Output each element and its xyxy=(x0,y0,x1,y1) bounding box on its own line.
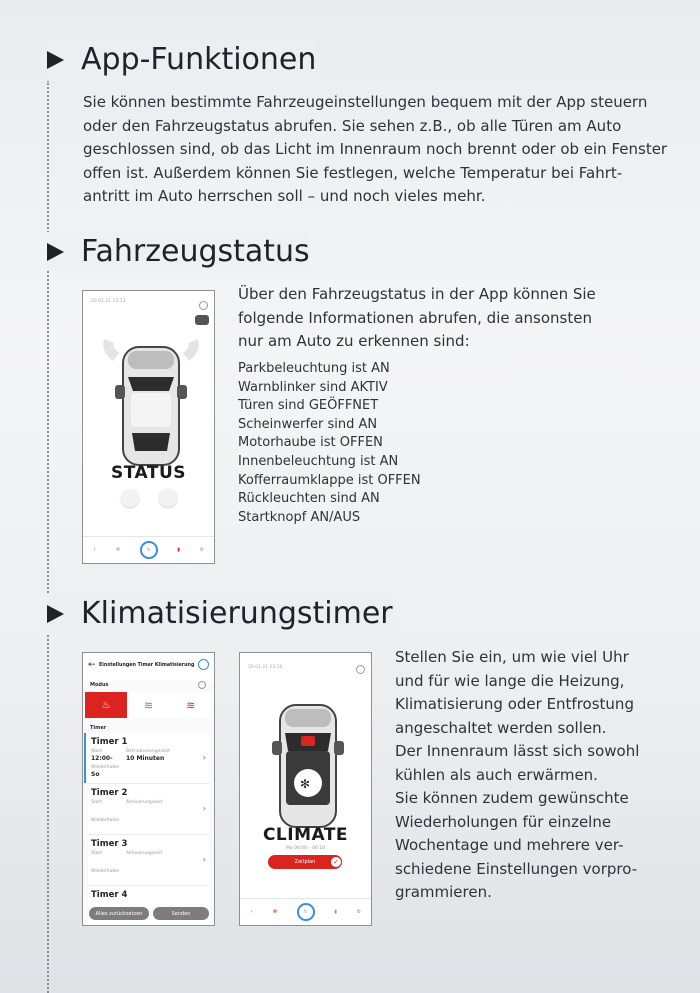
timer-row[interactable] xyxy=(88,886,210,926)
nav-refresh-icon[interactable]: ↻ xyxy=(297,903,315,921)
text-line: Der Innenraum lässt sich sowohl xyxy=(395,742,640,760)
status-intro xyxy=(238,283,598,354)
text-line: folgende Informationen abrufen, die ansonsten xyxy=(238,308,592,327)
timer-start-value: 12:00- xyxy=(91,755,113,762)
app-bottom-nav xyxy=(240,898,371,925)
text-line: Wiederholungen für einzelne xyxy=(395,812,612,831)
climate-label: CLIMATE xyxy=(262,825,349,845)
timer-repeat-value: So xyxy=(91,771,100,778)
nav-settings-icon[interactable]: ⚙ xyxy=(199,547,205,553)
timer-repeat-label: Wiederholen xyxy=(91,818,120,823)
mode-cool-tab[interactable]: ≋ xyxy=(127,692,169,718)
timer-repeat-label: Wiederholen xyxy=(91,765,120,770)
section-title: Klimatisierungstimer xyxy=(81,596,393,631)
list-item: Warnblinker sind AKTIV xyxy=(238,379,388,395)
timer-start-label: Start xyxy=(91,749,102,754)
chevron-right-icon: › xyxy=(202,804,206,813)
mode-selector xyxy=(85,692,212,718)
section-climate-heading xyxy=(47,594,393,633)
refresh-icon[interactable] xyxy=(198,659,209,670)
text-line: Sie können bestimmte Fahrzeugeinstellungen bequem mit der App steuern xyxy=(83,93,648,111)
timer-name: Timer 1 xyxy=(91,737,128,747)
info-icon xyxy=(356,665,365,674)
timer-start-label: Start xyxy=(91,800,102,805)
text-line: Über den Fahrzeugstatus in der App können Sie xyxy=(238,285,596,303)
climate-timestamp: 20.01.21 13:10 xyxy=(248,665,283,670)
text-line: Sie können zudem gewünschte xyxy=(395,789,629,807)
text-line: und für wie lange die Heizung, xyxy=(395,671,625,690)
timer-name: Timer 4 xyxy=(91,890,128,900)
timer-settings-phone-screenshot xyxy=(82,652,215,926)
timer-duration-label: Betriebsmenge/zeit xyxy=(126,749,170,754)
text-line: Wochentage und mehrere ver- xyxy=(395,836,624,854)
nav-status-icon[interactable]: ▮ xyxy=(334,909,338,915)
nav-refresh-icon[interactable]: ↻ xyxy=(140,541,158,559)
timer-start-label: Start xyxy=(91,851,102,856)
timer-section-label: Timer xyxy=(90,725,107,731)
light-button[interactable] xyxy=(121,489,139,507)
car-topview-icon xyxy=(101,329,201,469)
list-item: Scheinwerfer sind AN xyxy=(238,416,378,432)
section-app-functions-heading xyxy=(47,42,316,81)
status-label: STATUS xyxy=(110,463,186,483)
text-line: oder den Fahrzeugstatus abrufen. Sie sehen z.B., ob alle Türen am Auto xyxy=(83,116,622,135)
climate-description xyxy=(395,646,685,905)
list-item: Türen sind GEÖFFNET xyxy=(238,398,379,414)
timer-duration-label: Aktivierungszeit xyxy=(126,851,163,856)
schedule-button-label: Zeitplan xyxy=(294,859,316,865)
nav-climate-icon[interactable]: ✻ xyxy=(272,909,278,915)
nav-status-icon[interactable]: ▮ xyxy=(177,547,181,553)
settings-header-title: Einstellungen Timer Klimatisierung xyxy=(99,663,195,668)
text-line: geschlossen sind, ob das Licht im Innenraum noch brennt oder ob ein Fenster xyxy=(83,140,668,158)
climate-fan-icon: ✻ xyxy=(300,777,311,791)
car-topview-icon xyxy=(258,691,358,831)
mode-defrost-tab[interactable]: ♨ xyxy=(85,692,127,718)
reset-all-button[interactable]: Alles zurücksetzen xyxy=(89,907,149,920)
nav-climate-icon[interactable]: ✻ xyxy=(115,547,121,553)
timer-repeat-label: Wiederholen xyxy=(91,869,120,874)
info-icon xyxy=(198,681,206,689)
selected-timer-marker xyxy=(84,733,86,783)
check-icon[interactable]: ✓ xyxy=(330,856,342,868)
section-title: Fahrzeugstatus xyxy=(81,234,310,269)
text-line: offen ist. Außerdem können Sie festlegen, welche Temperatur bei Fahrt- xyxy=(83,163,623,182)
section-status-heading xyxy=(47,232,310,271)
text-line: grammieren. xyxy=(395,883,492,901)
timer-duration-value: 10 Minuten xyxy=(126,755,165,762)
app-description xyxy=(83,91,683,209)
text-line: angeschaltet werden sollen. xyxy=(395,718,607,737)
nav-settings-icon[interactable]: ⚙ xyxy=(356,909,362,915)
status-phone-screenshot xyxy=(82,290,215,564)
triangle-bullet-icon xyxy=(47,605,64,623)
text-line: antritt im Auto herrschen soll – und noch vieles mehr. xyxy=(83,187,486,205)
timer-duration-label: Aktivierungszeit xyxy=(126,800,163,805)
app-bottom-nav xyxy=(83,536,214,563)
car-icon-small xyxy=(195,315,209,325)
list-item: Rückleuchten sind AN xyxy=(238,491,380,507)
text-line: Stellen Sie ein, um wie viel Uhr xyxy=(395,648,629,666)
back-arrow-icon[interactable]: ← xyxy=(88,660,96,670)
section-title: App-Funktionen xyxy=(81,42,317,77)
text-line: Klimatisierung oder Entfrostung xyxy=(395,695,634,713)
timer-row[interactable] xyxy=(88,835,210,886)
timer-name: Timer 3 xyxy=(91,839,128,849)
timer-row[interactable] xyxy=(88,784,210,835)
info-icon xyxy=(199,301,208,310)
list-item: Parkbeleuchtung ist AN xyxy=(238,361,390,376)
nav-home-icon[interactable]: ⚡ xyxy=(249,909,254,915)
triangle-bullet-icon xyxy=(47,243,64,261)
status-item-list xyxy=(238,360,421,527)
mode-label: Modus xyxy=(90,682,109,688)
timer-name: Timer 2 xyxy=(91,788,128,798)
send-button[interactable]: Senden xyxy=(153,907,209,920)
status-timestamp: 20.01.21 13:13 xyxy=(91,299,126,304)
settings-header xyxy=(83,653,214,681)
timer-row[interactable] xyxy=(88,733,210,784)
text-line: kühlen als auch erwärmen. xyxy=(395,765,598,784)
climate-phone-screenshot xyxy=(239,652,372,926)
nav-home-icon[interactable]: ⚡ xyxy=(92,547,97,553)
list-item: Kofferraumklappe ist OFFEN xyxy=(238,472,421,488)
mode-heat-tab[interactable]: ≋ xyxy=(170,692,212,718)
chevron-right-icon: › xyxy=(202,855,206,864)
list-item: Innenbeleuchtung ist AN xyxy=(238,453,399,469)
text-line: schiedene Einstellungen vorpro- xyxy=(395,859,638,878)
dotted-guide-line xyxy=(47,80,49,993)
chevron-right-icon: › xyxy=(202,753,206,762)
list-item: Startknopf AN/AUS xyxy=(238,509,361,525)
list-item: Motorhaube ist OFFEN xyxy=(238,435,383,451)
climate-schedule-text: Mo 06:00 – 06:10 xyxy=(285,846,326,851)
triangle-bullet-icon xyxy=(47,51,64,69)
text-line: nur am Auto zu erkennen sind: xyxy=(238,332,470,350)
headlight-button[interactable] xyxy=(159,489,177,507)
